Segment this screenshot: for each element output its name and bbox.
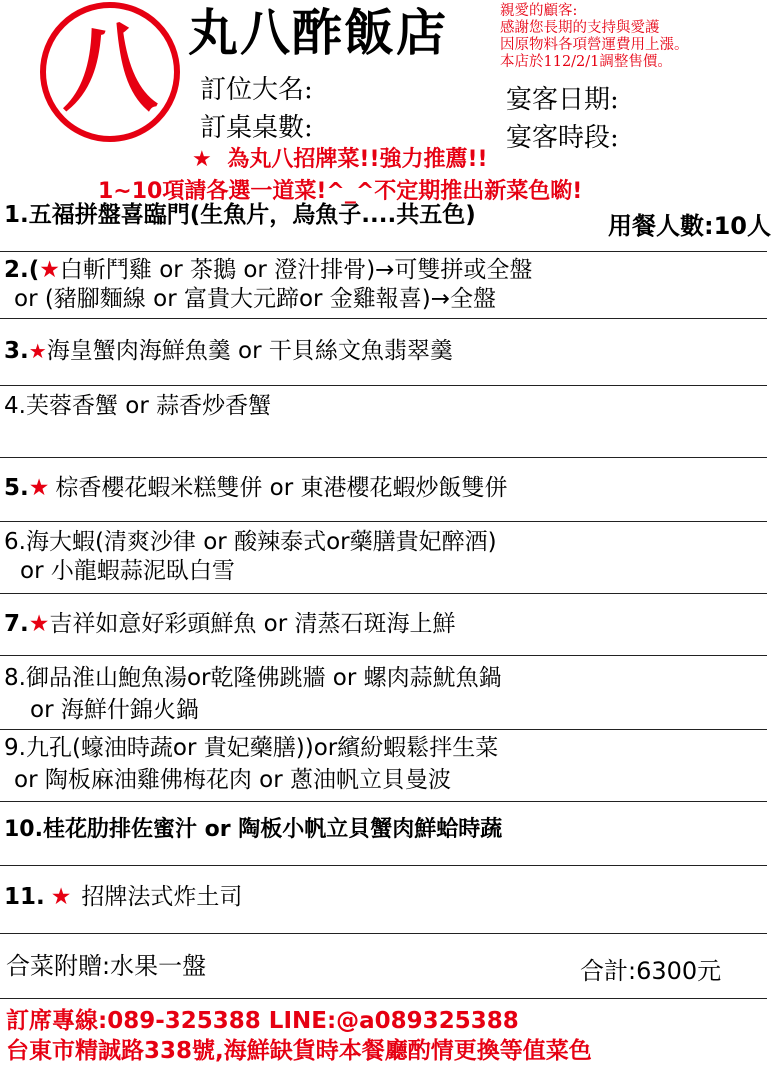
menu-item-line: or 陶板麻油雞佛梅花肉 or 蔥油帆立貝曼波 (14, 767, 451, 793)
item-number: 7. (4, 611, 29, 637)
item-number: 11. (4, 884, 45, 910)
notice-line: 感謝您長期的支持與愛護 (500, 20, 660, 36)
star-icon: ★ (192, 147, 212, 172)
star-icon: ★ (50, 884, 72, 910)
menu-item-4 (0, 386, 767, 458)
star-icon: ★ (39, 257, 60, 283)
menu-item-10 (0, 802, 767, 866)
item-number: 2.( (4, 257, 40, 283)
menu-item-line: 9.九孔(蠔油時蔬or 貴妃藥膳))or繽紛蝦鬆拌生菜 (4, 735, 499, 761)
promo-line-1 (192, 142, 488, 173)
star-icon: ★ (28, 475, 50, 501)
menu-item-5 (0, 458, 767, 522)
item-text: 海皇蟹肉海鮮魚羹 or 干貝絲文魚翡翠羹 (46, 338, 453, 364)
menu-item-6 (0, 522, 767, 594)
menu-item-line: or 海鮮什錦火鍋 (30, 697, 199, 723)
item-text: 白斬鬥雞 or 茶鵝 or 澄汁排骨)→可雙拼或全盤 (59, 257, 533, 283)
menu-item-line: 10.桂花肋排佐蜜汁 or 陶板小帆立貝蟹肉鮮蛤時蔬 (4, 817, 503, 842)
item-number: 3. (4, 338, 29, 364)
promo-line-2: 1~10項請各選一道菜!^_^不定期推出新菜色喲! (98, 179, 583, 204)
menu-item-3 (0, 319, 767, 386)
menu-item-line (4, 337, 453, 365)
restaurant-logo (40, 2, 180, 142)
restaurant-title: 丸八酢飯店 (188, 4, 448, 62)
menu-item-line: 8.御品淮山鮑魚湯or乾隆佛跳牆 or 螺肉蒜魷魚鍋 (4, 665, 502, 691)
total-price: 合計:6300元 (580, 957, 722, 985)
promo-text-1: 為丸八招牌菜!!強力推薦!! (227, 147, 488, 172)
logo-character: 八 (62, 12, 158, 125)
menu-item-text: 1.五福拼盤喜臨門(生魚片，烏魚子....共五色) (4, 202, 476, 228)
menu-item-7 (0, 594, 767, 656)
menu-item-line (4, 610, 456, 638)
gift-text: 合菜附贈:水果一盤 (6, 952, 207, 980)
item-text: 棕香櫻花蝦米糕雙併 or 東港櫻花蝦炒飯雙併 (55, 475, 508, 501)
banquet-date-label: 宴客日期: (506, 85, 619, 115)
menu-item-11 (0, 866, 767, 934)
price-notice (500, 3, 777, 71)
menu-item-line (4, 474, 508, 502)
star-icon: ★ (28, 611, 50, 637)
item-text: 招牌法式炸土司 (81, 884, 243, 910)
diner-count: 用餐人數:10人 (608, 212, 771, 240)
notice-line: 因原物料各項營運費用上漲。 (500, 37, 689, 53)
item-number: 5. (4, 475, 29, 501)
notice-line: 親愛的顧客: (500, 3, 578, 19)
item-text: 吉祥如意好彩頭鮮魚 or 清蒸石斑海上鮮 (49, 611, 456, 637)
menu-item-line (4, 883, 242, 911)
menu-item-2 (0, 252, 767, 319)
menu-item-9 (0, 730, 767, 802)
menu-item-8 (0, 656, 767, 730)
star-icon: ★ (28, 339, 47, 363)
reservation-name-label: 訂位大名: (200, 75, 313, 105)
notice-line: 本店於112/2/1調整售價。 (500, 54, 672, 70)
table-count-label: 訂桌桌數: (200, 113, 313, 143)
menu-item-line (4, 256, 532, 284)
menu-item-line: or (豬腳麵線 or 富貴大元蹄or 金雞報喜)→全盤 (14, 286, 497, 312)
menu-item-line: 4.芙蓉香蟹 or 蒜香炒香蟹 (4, 393, 272, 419)
address-line: 台東市精誠路338號,海鮮缺貨時本餐廳酌情更換等值菜色 (6, 1038, 592, 1064)
contact-line: 訂席專線:089-325388 LINE:@a089325388 (6, 1008, 519, 1034)
menu-item-line: or 小龍蝦蒜泥臥白雪 (20, 558, 235, 584)
banquet-session-label: 宴客時段: (506, 123, 619, 153)
menu-item-line: 6.海大蝦(清爽沙律 or 酸辣泰式or藥膳貴妃醉酒) (4, 529, 497, 555)
